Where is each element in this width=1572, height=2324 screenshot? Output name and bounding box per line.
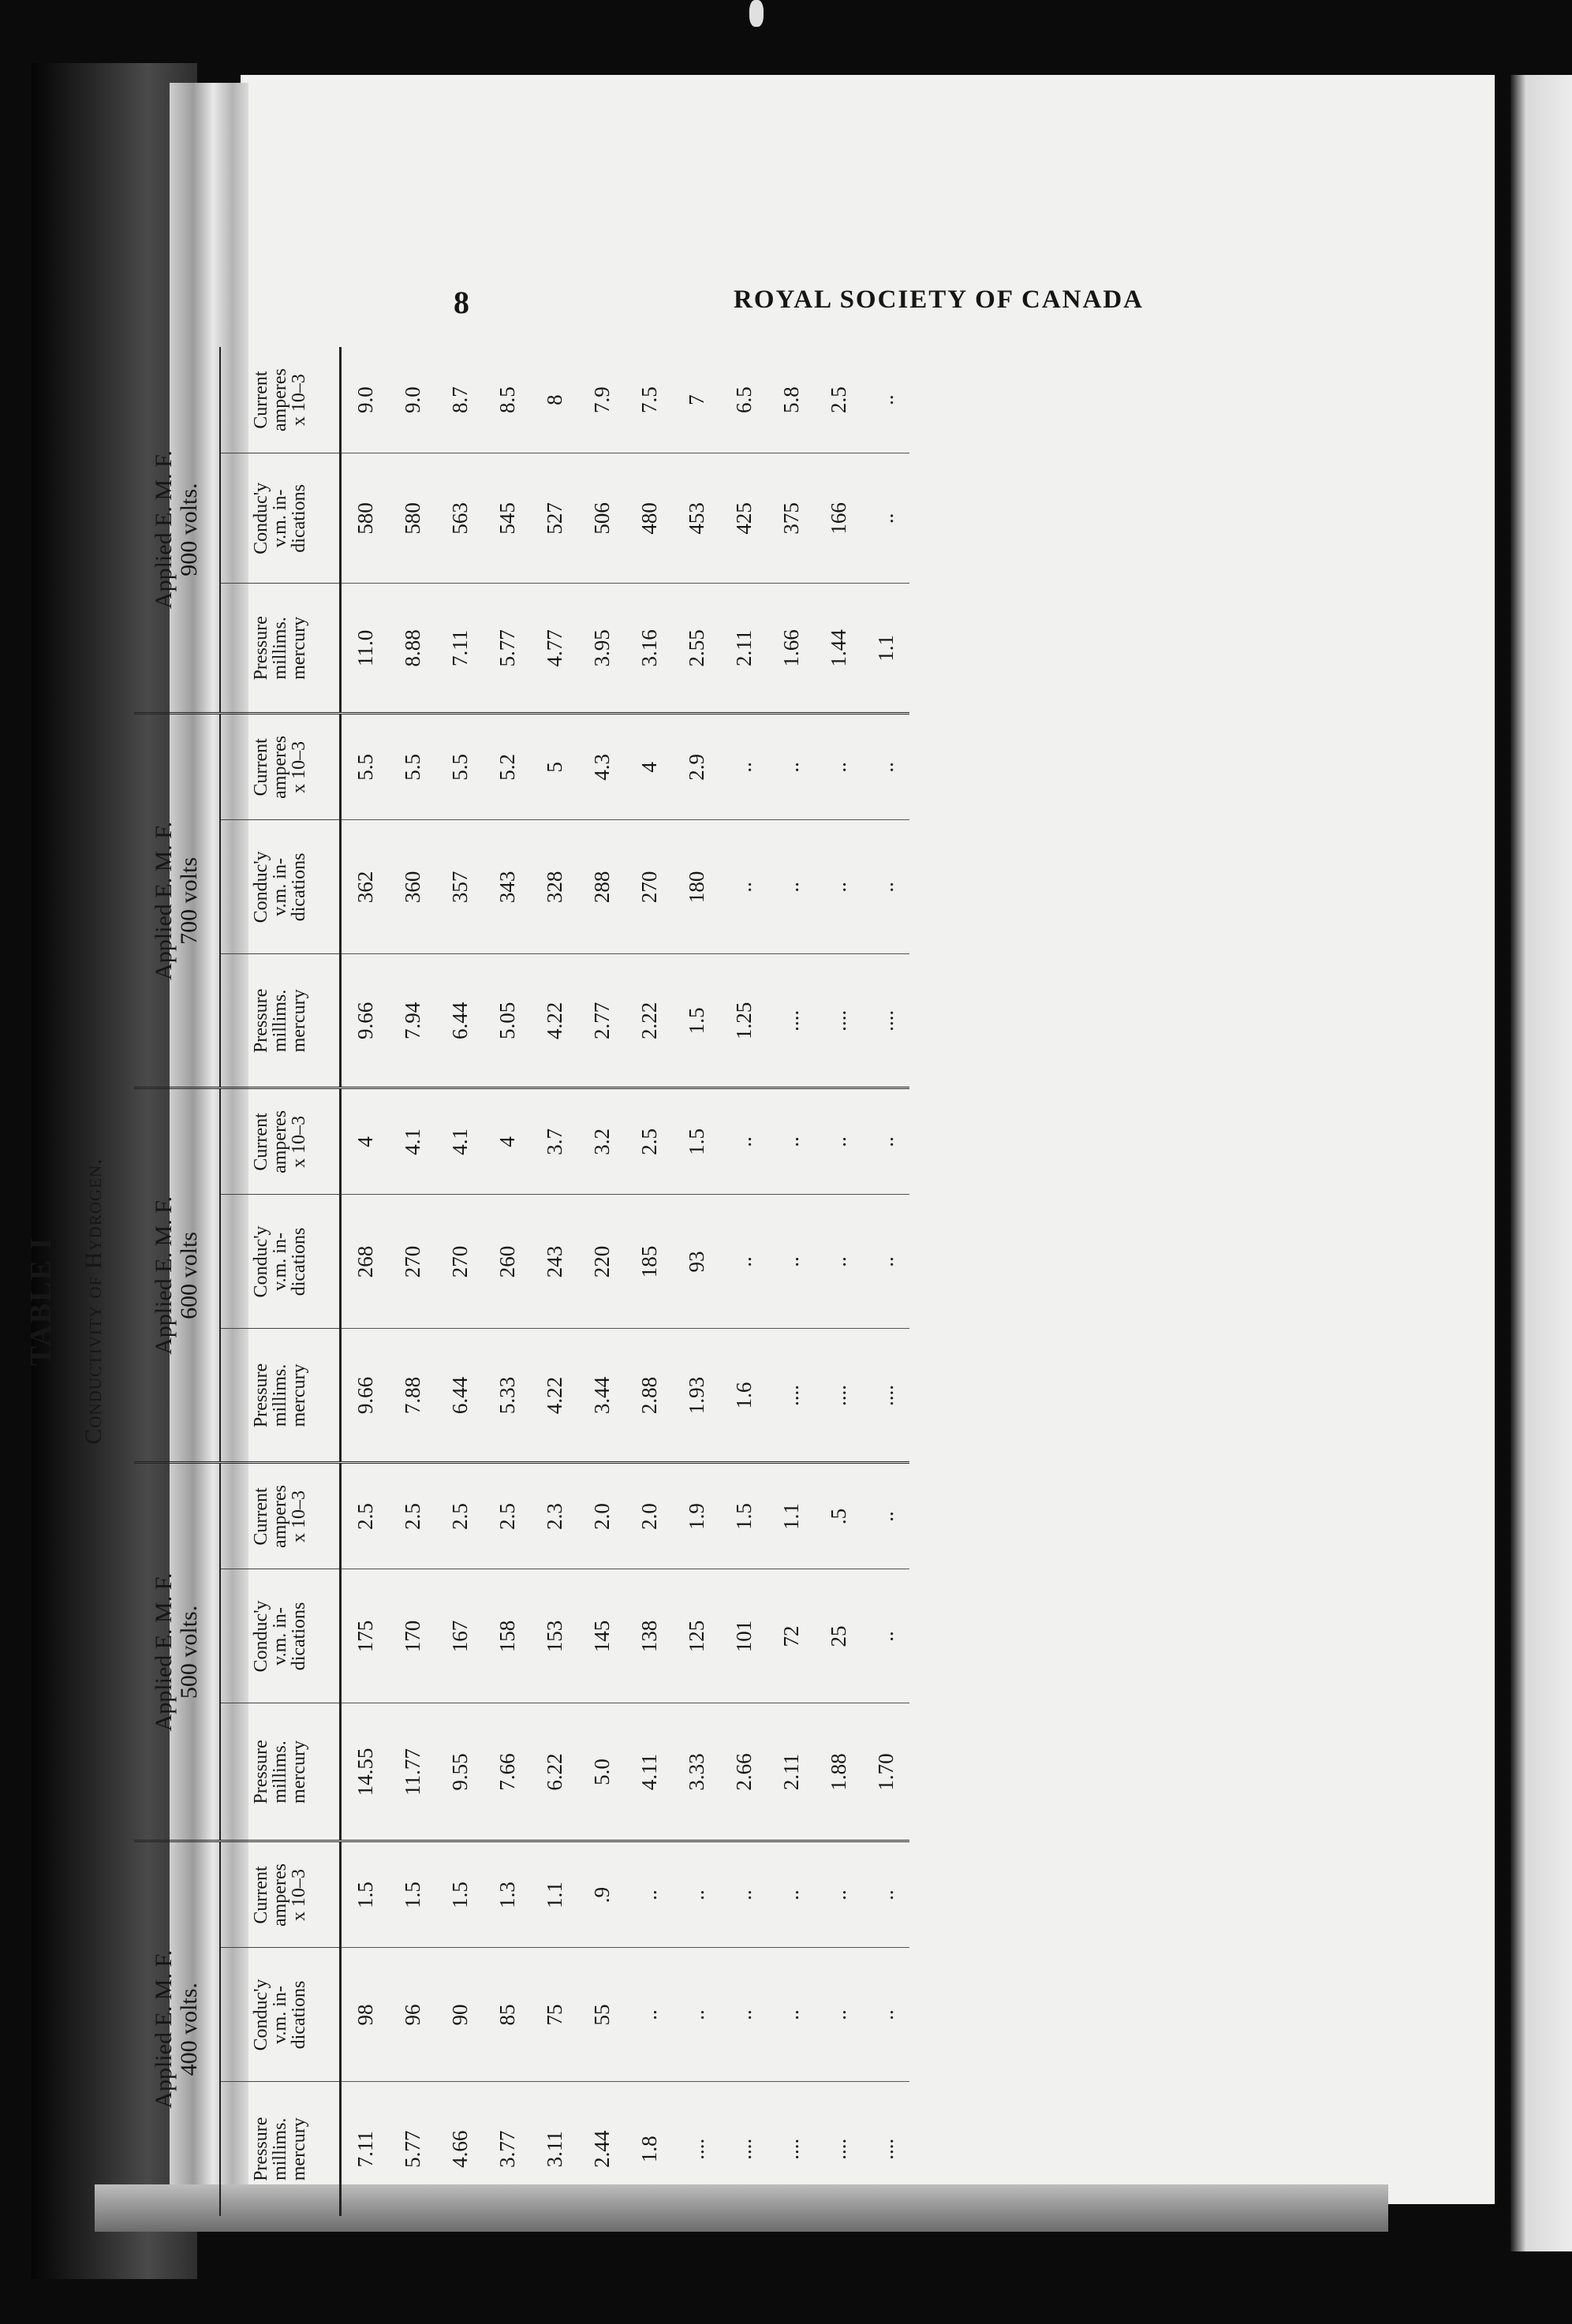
table-cell: 11.0	[341, 584, 390, 714]
table-cell: 6.44	[436, 1329, 484, 1463]
table-cell: ....	[767, 954, 815, 1088]
table-cell: 4.1	[389, 1088, 436, 1195]
table-cell: 425	[720, 453, 767, 584]
table-cell: 328	[531, 820, 578, 954]
table-cell: 7.94	[389, 954, 436, 1088]
table-cell: ....	[815, 954, 862, 1088]
table-cell: 5.0	[578, 1703, 625, 1841]
scan-artifact	[749, 0, 764, 27]
table-cell: ..	[625, 1948, 673, 2082]
table-cell: ..	[767, 1948, 815, 2082]
table-cell: 1.5	[389, 1841, 436, 1948]
table-cell: ..	[767, 714, 815, 820]
table-cell: ..	[862, 347, 909, 453]
table-cell: ..	[767, 1195, 815, 1329]
table-cell: 4	[341, 1088, 390, 1195]
table-cell: 1.3	[484, 1841, 531, 1948]
table-cell: 153	[531, 1569, 578, 1703]
group-header: Applied E. M. F. 500 volts.	[134, 1463, 220, 1841]
table-cell: ..	[815, 714, 862, 820]
column-header: Conduc'y v.m. in- dications	[220, 1948, 341, 2082]
column-header: Pressure millims. mercury	[220, 584, 341, 714]
table-cell: 185	[625, 1195, 673, 1329]
table-cell: 6.44	[436, 954, 484, 1088]
table-cell: 3.16	[625, 584, 673, 714]
table-cell: 1.5	[673, 954, 720, 1088]
table-cell: 8	[531, 347, 578, 453]
table-cell: 2.77	[578, 954, 625, 1088]
table-cell: 3.77	[495, 2130, 519, 2168]
table-cell: 158	[484, 1569, 531, 1703]
running-head: ROYAL SOCIETY OF CANADA	[734, 285, 1144, 314]
table-cell: 1.5	[436, 1841, 484, 1948]
table-cell: 506	[578, 453, 625, 584]
table-cell: 1.5	[341, 1841, 390, 1948]
table-row	[436, 347, 484, 2216]
table-cell: 5	[531, 714, 578, 820]
table-body	[341, 347, 910, 2216]
column-header: Conduc'y v.m. in- dications	[220, 820, 341, 954]
table-cell: 5.5	[341, 714, 390, 820]
table-cell: 180	[673, 820, 720, 954]
table-cell: ....	[815, 1329, 862, 1463]
column-header: Current amperes x 10–3	[220, 1463, 341, 1569]
table-cell: 9.66	[341, 1329, 390, 1463]
table-cell: 4.22	[531, 954, 578, 1088]
table-row	[767, 347, 815, 2216]
table-cell: ..	[767, 820, 815, 954]
table-cell: .9	[578, 1841, 625, 1948]
table-cell: ..	[767, 1088, 815, 1195]
column-header: Conduc'y v.m. in- dications	[220, 1569, 341, 1703]
table-cell: 7.11	[436, 584, 484, 714]
column-header: Current amperes x 10–3	[220, 714, 341, 820]
table-cell: 25	[815, 1569, 862, 1703]
table-cell: 5.5	[436, 714, 484, 820]
table-cell: 4.77	[531, 584, 578, 714]
table-cell: 1.8	[637, 2136, 661, 2163]
table-cell: 2.5	[625, 1088, 673, 1195]
table-cell: 2.66	[720, 1703, 767, 1841]
table-cell: ..	[862, 1569, 909, 1703]
table-cell: 580	[389, 453, 436, 584]
table-cell: 243	[531, 1195, 578, 1329]
table-cell: 7.11	[353, 2131, 377, 2168]
table-cell: 98	[341, 1948, 390, 2082]
column-header: Current amperes x 10–3	[220, 347, 341, 453]
table-cell: 7.5	[625, 347, 673, 453]
column-header: Pressure millims. mercury	[220, 1703, 341, 1841]
column-header: Conduc'y v.m. in- dications	[220, 453, 341, 584]
table-cell: 170	[389, 1569, 436, 1703]
rotated-table	[24, 343, 931, 2259]
table-cell: ....	[826, 2138, 850, 2160]
column-header: Pressure millims. mercury	[220, 1329, 341, 1463]
table-cell: ..	[862, 453, 909, 584]
table-row	[578, 347, 625, 2216]
table-cell: ....	[767, 1329, 815, 1463]
table-cell: ..	[720, 1841, 767, 1948]
table-cell: 4.1	[436, 1088, 484, 1195]
table-cell: 563	[436, 453, 484, 584]
table-cell: 4.3	[578, 714, 625, 820]
table-cell: 93	[673, 1195, 720, 1329]
table-cell: 3.95	[578, 584, 625, 714]
table-cell: ....	[862, 1329, 909, 1463]
table-cell: 288	[578, 820, 625, 954]
table-cell: 167	[436, 1569, 484, 1703]
table-cell: 2.5	[436, 1463, 484, 1569]
table-cell: 1.9	[673, 1463, 720, 1569]
table-cell: ..	[862, 1463, 909, 1569]
table-cell: ..	[720, 714, 767, 820]
table-cell: ....	[862, 954, 909, 1088]
table-cell: 375	[767, 453, 815, 584]
table-cell: 3.11	[542, 2131, 566, 2168]
column-header: Pressure millims. mercury	[220, 2082, 341, 2216]
table-cell: ..	[815, 820, 862, 954]
table-cell: ..	[862, 1948, 909, 2082]
group-header: Applied E. M. F. 900 volts.	[134, 347, 220, 714]
table-cell: ..	[720, 1195, 767, 1329]
table-cell: 360	[389, 820, 436, 954]
table-cell: 6.5	[720, 347, 767, 453]
table-cell: 75	[531, 1948, 578, 2082]
table-cell: 362	[341, 820, 390, 954]
table-cell: 125	[673, 1569, 720, 1703]
table-cell: 220	[578, 1195, 625, 1329]
table-cell: .5	[815, 1463, 862, 1569]
table-cell: 11.77	[389, 1703, 436, 1841]
group-header-row	[134, 347, 220, 2216]
table-cell: ..	[862, 714, 909, 820]
table-cell: 5.8	[767, 347, 815, 453]
table-row	[341, 347, 390, 2216]
table-cell: 2.0	[578, 1463, 625, 1569]
table-cell: 7.88	[389, 1329, 436, 1463]
table-cell: 2.5	[484, 1463, 531, 1569]
column-header: Current amperes x 10–3	[220, 1841, 341, 1948]
table-cell: 138	[625, 1569, 673, 1703]
table-cell: 1.25	[720, 954, 767, 1088]
table-cell: ..	[625, 1841, 673, 1948]
table-cell: ..	[862, 1088, 909, 1195]
table-cell: 3.2	[578, 1088, 625, 1195]
table-row	[673, 347, 720, 2216]
table-cell: ..	[815, 1195, 862, 1329]
table-cell: 8.7	[436, 347, 484, 453]
table-cell: 9.55	[436, 1703, 484, 1841]
table-cell: 3.33	[673, 1703, 720, 1841]
table-cell: 8.88	[389, 584, 436, 714]
table-cell: 1.1	[862, 584, 909, 714]
table-cell: 2.88	[625, 1329, 673, 1463]
table-cell: 9.66	[341, 954, 390, 1088]
table-cell: ..	[720, 1948, 767, 2082]
table-cell: 55	[578, 1948, 625, 2082]
table-cell: 2.11	[767, 1703, 815, 1841]
table-cell: 2.22	[625, 954, 673, 1088]
table-cell: 4.11	[625, 1703, 673, 1841]
table-cell: 1.5	[720, 1463, 767, 1569]
table-cell: 1.93	[673, 1329, 720, 1463]
table-cell: ..	[862, 820, 909, 954]
table-cell: 3.44	[578, 1329, 625, 1463]
table-cell: ..	[720, 1088, 767, 1195]
table-subtitle: Conductivity of Hydrogen.	[80, 1158, 106, 1445]
table-cell: 145	[578, 1569, 625, 1703]
table-cell: 4.22	[531, 1329, 578, 1463]
table-cell: 4.66	[447, 2130, 472, 2168]
table-cell: 453	[673, 453, 720, 584]
group-header: Applied E. M. F. 400 volts.	[151, 1949, 202, 2109]
table-cell: 270	[625, 820, 673, 954]
table-cell: 260	[484, 1195, 531, 1329]
table-cell: ..	[673, 1948, 720, 2082]
table-cell: ..	[815, 1088, 862, 1195]
table-cell: 1.6	[720, 1329, 767, 1463]
table-cell: 1.44	[815, 584, 862, 714]
table-cell: ..	[815, 1841, 862, 1948]
table-cell: 85	[484, 1948, 531, 2082]
table-cell: ....	[684, 2138, 708, 2160]
conductivity-table	[134, 347, 909, 2216]
table-cell: ..	[767, 1841, 815, 1948]
table-cell: 545	[484, 453, 531, 584]
table-cell: 96	[389, 1948, 436, 2082]
table-cell: 8.5	[484, 347, 531, 453]
table-cell: 72	[767, 1569, 815, 1703]
table-cell: 90	[436, 1948, 484, 2082]
page-number: 8	[454, 285, 469, 320]
table-cell: 1.70	[862, 1703, 909, 1841]
group-header: Applied E. M. F. 700 volts	[134, 714, 220, 1088]
table-cell: 175	[341, 1569, 390, 1703]
table-cell: 7.9	[578, 347, 625, 453]
table-cell: ..	[720, 820, 767, 954]
table-cell: 1.88	[815, 1703, 862, 1841]
table-row	[862, 347, 909, 2216]
table-cell: 2.3	[531, 1463, 578, 1569]
table-row	[531, 347, 578, 2216]
table-cell: 5.05	[484, 954, 531, 1088]
table-cell: ....	[731, 2138, 756, 2160]
table-cell: 2.44	[589, 2130, 614, 2168]
table-cell: 1.1	[531, 1841, 578, 1948]
column-header-row	[220, 347, 341, 2216]
table-cell: ....	[873, 2138, 898, 2160]
column-header: Current amperes x 10–3	[220, 1088, 341, 1195]
table-row	[625, 347, 673, 2216]
table-cell: 357	[436, 820, 484, 954]
table-cell: 2.0	[625, 1463, 673, 1569]
table-cell: 9.0	[341, 347, 390, 453]
table-cell: ..	[862, 1841, 909, 1948]
table-cell: 166	[815, 453, 862, 584]
table-cell: 270	[389, 1195, 436, 1329]
table-cell: 343	[484, 820, 531, 954]
table-cell: 5.2	[484, 714, 531, 820]
table-row	[720, 347, 767, 2216]
table-cell: 1.5	[673, 1088, 720, 1195]
table-cell: 7	[673, 347, 720, 453]
table-cell: 270	[436, 1195, 484, 1329]
table-cell: ....	[779, 2138, 803, 2160]
table-cell: 2.11	[720, 584, 767, 714]
table-cell: 268	[341, 1195, 390, 1329]
table-cell: ..	[862, 1195, 909, 1329]
table-cell: 5.33	[484, 1329, 531, 1463]
table-title: TABLE I	[24, 1236, 58, 1367]
table-row	[389, 347, 436, 2216]
table-cell: 1.66	[767, 584, 815, 714]
table-cell: 2.9	[673, 714, 720, 820]
table-cell: 2.55	[673, 584, 720, 714]
table-cell: 4	[625, 714, 673, 820]
table-cell: 1.1	[767, 1463, 815, 1569]
table-cell: 5.77	[400, 2130, 424, 2168]
table-cell: 6.22	[531, 1703, 578, 1841]
table-cell: 5.5	[389, 714, 436, 820]
table-row	[484, 347, 531, 2216]
table-cell: 4	[484, 1088, 531, 1195]
table-cell: 101	[720, 1569, 767, 1703]
table-cell: 480	[625, 453, 673, 584]
table-cell: 2.5	[341, 1463, 390, 1569]
table-cell: 527	[531, 453, 578, 584]
table-cell: 2.5	[389, 1463, 436, 1569]
table-cell: 3.7	[531, 1088, 578, 1195]
table-cell: 14.55	[341, 1703, 390, 1841]
table-cell: 9.0	[389, 347, 436, 453]
group-header: Applied E. M. F. 600 volts	[134, 1088, 220, 1463]
column-header: Conduc'y v.m. in- dications	[220, 1195, 341, 1329]
table-cell: ..	[673, 1841, 720, 1948]
table-cell: 5.77	[484, 584, 531, 714]
table-cell: 7.66	[484, 1703, 531, 1841]
column-header: Pressure millims. mercury	[220, 954, 341, 1088]
facing-page-edge	[1510, 75, 1572, 2251]
table-cell: ..	[815, 1948, 862, 2082]
table-cell: 2.5	[815, 347, 862, 453]
table-row	[815, 347, 862, 2216]
table-cell: 580	[341, 453, 390, 584]
